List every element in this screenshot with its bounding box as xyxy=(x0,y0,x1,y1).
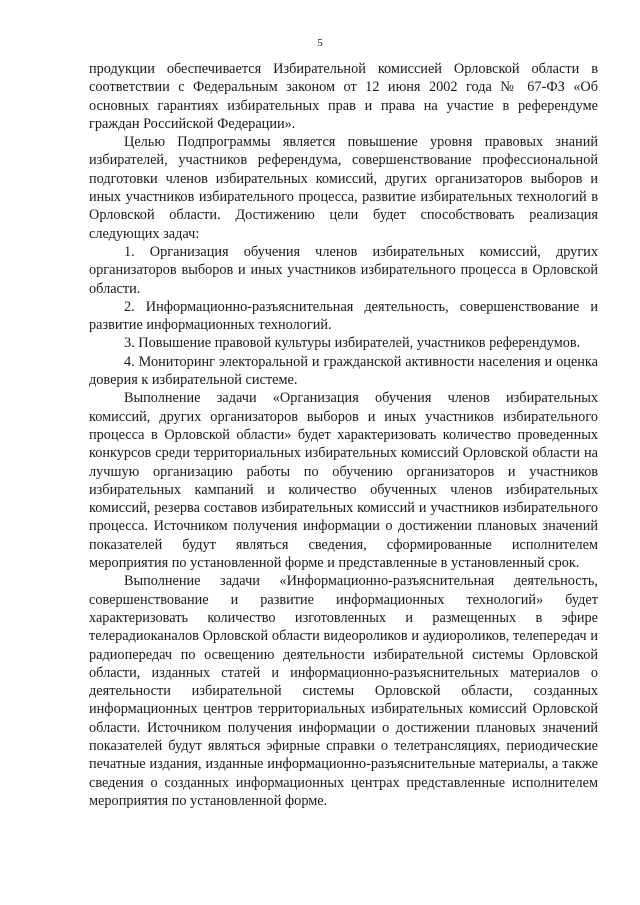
list-item-task-2: 2. Информационно-разъяснительная деятельность, совершенствование и развитие информационных технологий. xyxy=(89,298,598,334)
paragraph-intro-continuation: продукции обеспечивается Избирательной комиссией Орловской области в соответствии с Федеральным законом от 12 июня 2002 года № 67-ФЗ «Об основных гарантиях избирательных прав и права на участие в референдуме граждан Российской Федерации». xyxy=(89,61,598,132)
paragraph-goal: Целью Подпрограммы является повышение уровня правовых знаний избирателей, участников референдума, совершенствование профессиональной подготовки членов избирательных комиссий, других организаторов выборов и иных участников избирательного процесса, развитие избирательных технологий в Орловской области. Достижению цели будет способствовать реализация следующих задач: xyxy=(89,134,598,242)
list-item-task-3: 3. Повышение правовой культуры избирателей, участников референдумов. xyxy=(124,335,581,352)
list-item-task-4: 4. Мониторинг электоральной и гражданской активности населения и оценка доверия к избирательной системе. xyxy=(89,353,598,389)
list-item-task-1: 1. Организация обучения членов избирательных комиссий, других организаторов выборов и иных участников избирательного процесса в Орловской области. xyxy=(89,243,598,297)
paragraph-task-1-indicators: Выполнение задачи «Организация обучения членов избирательных комиссий, других организаторов выборов и иных участников избирательного процесса в Орловской области» будет характеризовать количество проведенных конкурсов среди территориальных избирательных комиссий Орловской области на лучшую организацию работы по обучению организаторов и участников избирательных кампаний и количество обученных членов избирательных комиссий, резерва составов избирательных комиссий и участников избирательного процесса. Источником получения информации о достижении плановых значений показателей будут являться сведения, сформированные исполнителем мероприятия по установленной форме и представленные в установленный срок. xyxy=(89,390,598,572)
paragraph-task-2-indicators: Выполнение задачи «Информационно-разъяснительная деятельность, совершенствование и развитие информационных технологий» будет характеризовать количество изготовленных и размещенных в эфире телерадиоканалов Орловской области видеороликов и аудиороликов, телепередач и радиопередач по освещению деятельности избирательной системы Орловской области, изданных статей и информационно-разъяснительных материалов о деятельности избирательной системы Орловской области, созданных информационных центров территориальных избирательных комиссий Орловской области. Источником получения информации о достижении плановых значений показателей будут являться эфирные справки о телетрансляциях, периодические печатные издания, изданные информационно-разъяснительные материалы, а также сведения о созданных информационных центрах представленные исполнителем мероприятия по установленной форме. xyxy=(89,573,598,809)
page-number: 5 xyxy=(317,37,323,49)
document-body xyxy=(89,60,598,810)
